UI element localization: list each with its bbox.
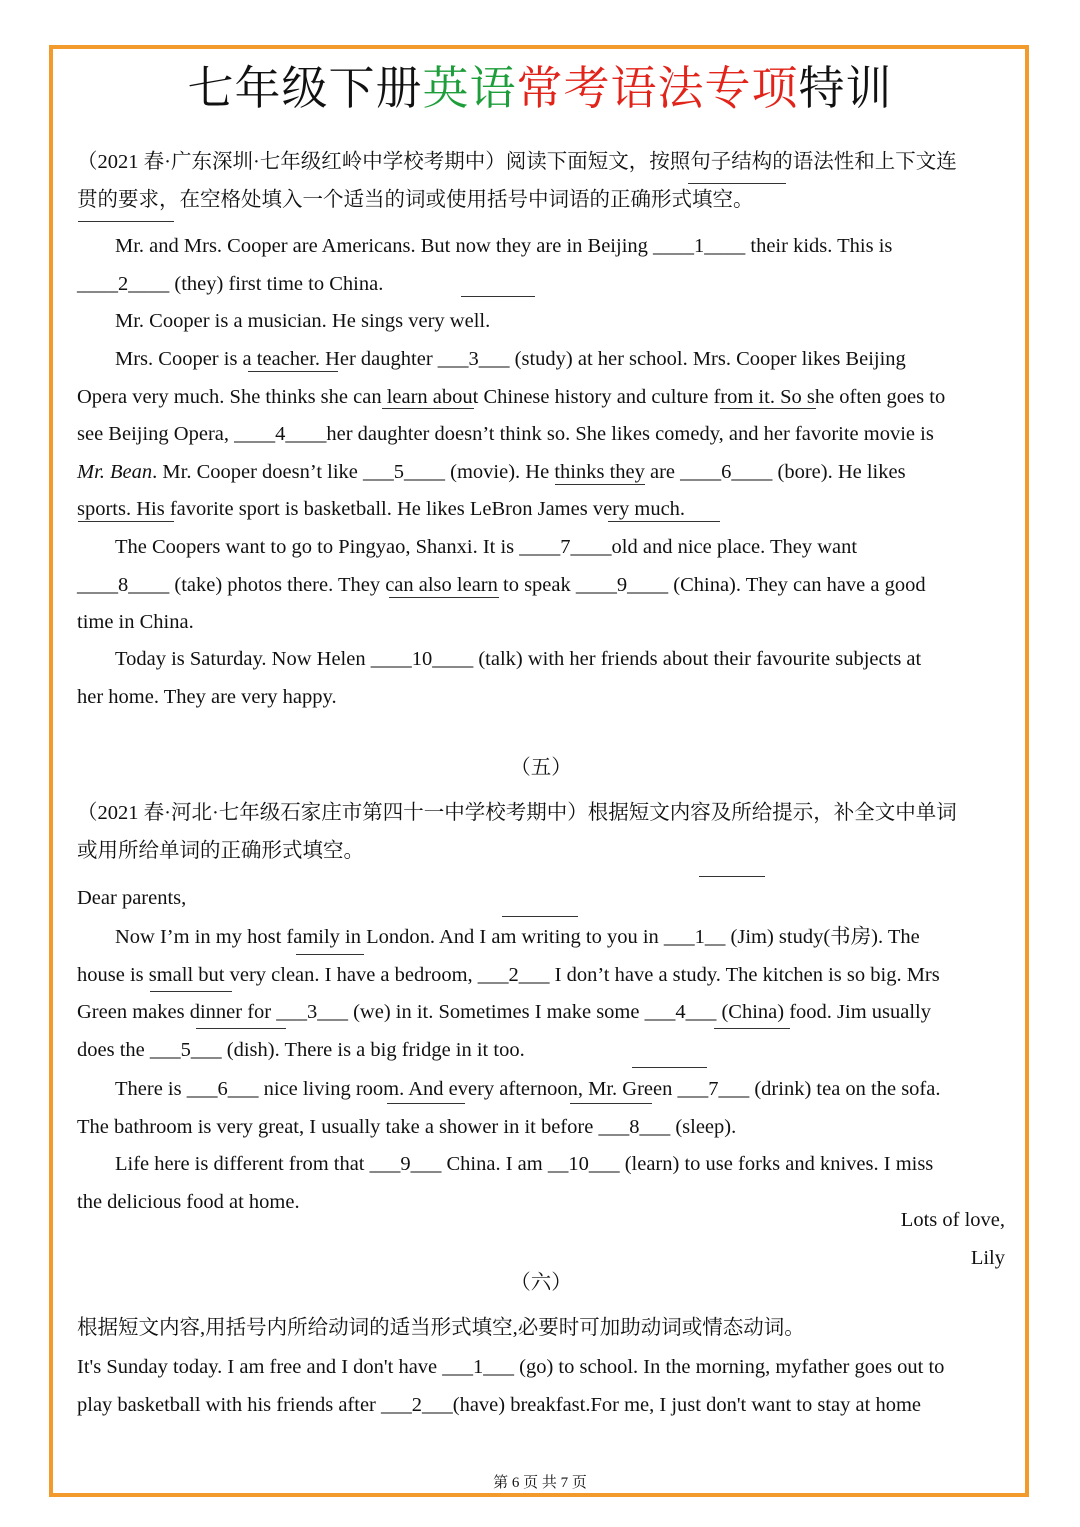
underline-mark bbox=[248, 371, 338, 372]
underline-mark bbox=[555, 484, 645, 485]
page-title bbox=[0, 58, 1080, 118]
underline-mark bbox=[461, 296, 535, 297]
title-part-red: 常考语法专项 bbox=[516, 61, 799, 115]
underline-mark bbox=[389, 597, 499, 598]
letter-closing: Lots of love, bbox=[900, 1209, 1005, 1231]
section4-instruction bbox=[77, 144, 1005, 219]
text-line: Mr. Cooper is a musician. He sings very well. bbox=[115, 310, 491, 332]
text-line: There is ___6___ nice living room. And every afternoon, Mr. Green ___7___ (drink) tea on the sofa. bbox=[115, 1078, 941, 1100]
instruction-line: 贯的要求，在空格处填入一个适当的词或使用括号中词语的正确形式填空。 bbox=[77, 188, 754, 211]
section5-heading: （五） bbox=[510, 757, 572, 779]
text-line: Green makes dinner for ___3___ (we) in it. Sometimes I make some ___4___ (China) food. Jim usually bbox=[77, 1001, 932, 1024]
letter-signature: Lily bbox=[970, 1247, 1005, 1269]
text-line: ____2____ (they) first time to China. bbox=[77, 272, 384, 295]
underline-mark bbox=[608, 521, 720, 522]
text-line: The bathroom is very great, I usually take a shower in it before ___8___ (sleep). bbox=[77, 1115, 737, 1138]
text-line: Mrs. Cooper is a teacher. Her daughter ___3___ (study) at her school. Mrs. Cooper likes Beijing bbox=[115, 348, 906, 370]
section4-paragraph-2 bbox=[77, 303, 1005, 341]
section6-instruction: 根据短文内容,用括号内所给动词的适当形式填空,必要时可加助动词或情态动词。 bbox=[77, 1317, 805, 1339]
title-part-black: 七年级下册 bbox=[187, 61, 423, 115]
text-line: It's Sunday today. I am free and I don't have ___1___ (go) to school. In the morning, myfather goes out to bbox=[77, 1356, 945, 1378]
title-part-black-end: 特训 bbox=[798, 61, 893, 115]
section4-paragraph-5 bbox=[77, 641, 1005, 716]
section5-paragraph-2 bbox=[77, 1071, 1005, 1146]
text-line: Today is Saturday. Now Helen ____10____ (talk) with her friends about their favourite subjects at bbox=[115, 648, 922, 670]
underline-mark bbox=[714, 1028, 790, 1029]
section6-paragraph-1 bbox=[77, 1349, 1005, 1424]
letter-greeting: Dear parents, bbox=[77, 887, 187, 909]
section6-heading: （六） bbox=[510, 1272, 572, 1294]
section4-paragraph-1 bbox=[77, 228, 1005, 303]
text-line: time in China. bbox=[77, 611, 194, 634]
instruction-line: （2021 春·河北·七年级石家庄市第四十一中学校考期中）根据短文内容及所给提示，补全文中单词 bbox=[77, 802, 957, 824]
underline-mark bbox=[720, 408, 816, 409]
instruction-line: （2021 春·广东深圳·七年级红岭中学校考期中）阅读下面短文，按照句子结构的语法性和上下文连 bbox=[77, 151, 957, 173]
text-line bbox=[77, 454, 1005, 492]
text-line: the delicious food at home. bbox=[77, 1190, 300, 1213]
text-line: Life here is different from that ___9___ China. I am __10___ (learn) to use forks and knives. I miss bbox=[115, 1153, 934, 1175]
underline-mark bbox=[502, 916, 578, 917]
underline-mark bbox=[150, 991, 232, 992]
text-line: The Coopers want to go to Pingyao, Shanxi. It is ____7____old and nice place. They want bbox=[115, 536, 858, 558]
text-fragment: . Mr. Cooper doesn’t like ___5____ (movie). He thinks they are ____6____ (bore). He likes bbox=[152, 460, 906, 483]
section5-paragraph-1 bbox=[77, 919, 1005, 1069]
section4-paragraph-4 bbox=[77, 529, 1005, 642]
text-line: play basketball with his friends after ___2___(have) breakfast.For me, I just don't want to stay at home bbox=[77, 1393, 921, 1416]
text-line: her home. They are very happy. bbox=[77, 685, 337, 708]
underline-mark bbox=[382, 408, 474, 409]
text-line: ____8____ (take) photos there. They can also learn to speak ____9____ (China). They can have a good bbox=[77, 573, 926, 596]
underline-mark bbox=[296, 954, 364, 955]
text-line: Mr. and Mrs. Cooper are Americans. But now they are in Beijing ____1____ their kids. This is bbox=[115, 235, 893, 257]
underline-mark bbox=[78, 521, 174, 522]
text-line: see Beijing Opera, ____4____her daughter doesn’t think so. She likes comedy, and her favorite movie is bbox=[77, 423, 934, 446]
underline-mark bbox=[688, 183, 786, 184]
underline-mark bbox=[632, 1067, 707, 1068]
text-line: Now I’m in my host family in London. And I am writing to you in ___1__ (Jim) study(书房). The bbox=[115, 926, 920, 948]
underline-mark bbox=[78, 221, 174, 222]
page-number: 第 6 页 共 7 页 bbox=[493, 1475, 587, 1491]
underline-mark bbox=[387, 1103, 465, 1104]
underline-mark bbox=[196, 1028, 286, 1029]
movie-title: Mr. Bean bbox=[77, 460, 153, 483]
text-line: house is small but very clean. I have a bedroom, ___2___ I don’t have a study. The kitchen is so big. Mrs bbox=[77, 963, 940, 986]
title-part-green: 英语 bbox=[422, 61, 517, 115]
underline-mark bbox=[699, 876, 765, 877]
instruction-line: 或用所给单词的正确形式填空。 bbox=[77, 839, 364, 862]
text-line: sports. His favorite sport is basketball. He likes LeBron James very much. bbox=[77, 498, 686, 521]
underline-mark bbox=[570, 1103, 652, 1104]
text-line: does the ___5___ (dish). There is a big fridge in it too. bbox=[77, 1038, 525, 1061]
section5-instruction bbox=[77, 795, 1005, 870]
section4-paragraph-3 bbox=[77, 341, 1005, 529]
text-line: Opera very much. She thinks she can learn about Chinese history and culture from it. So she often goes to bbox=[77, 385, 946, 408]
